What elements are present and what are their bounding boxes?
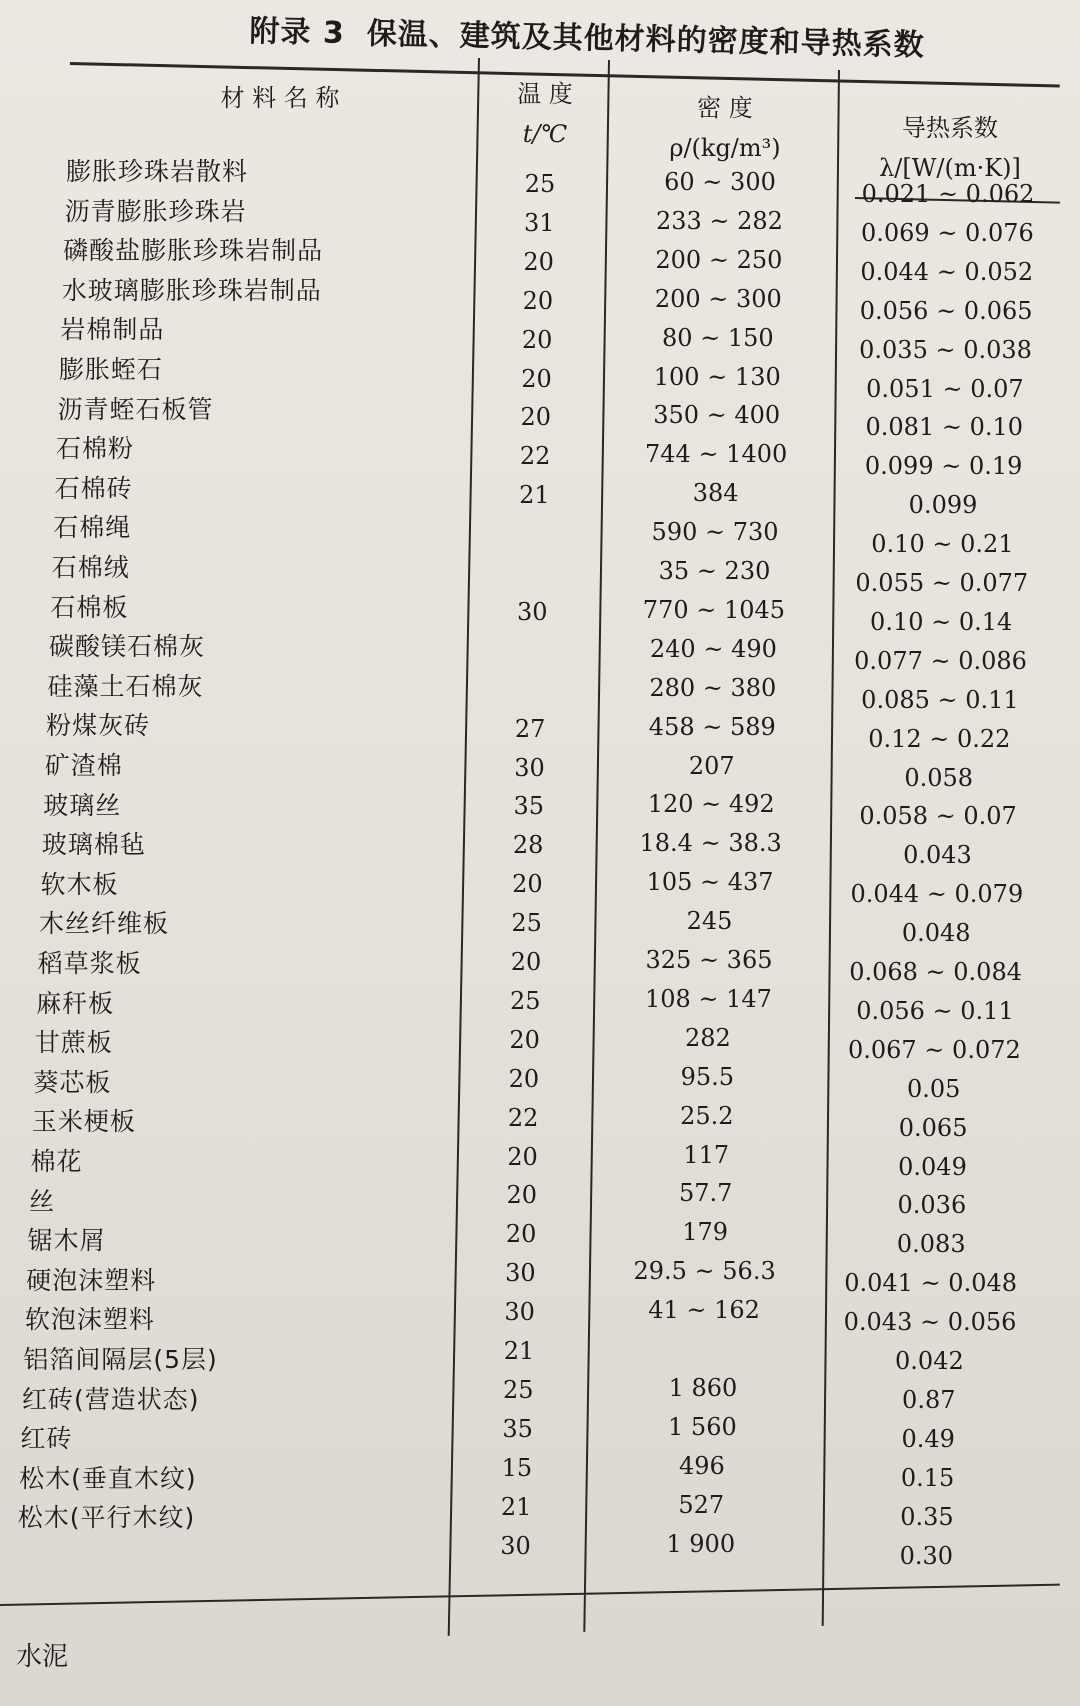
temperature-value: 31	[524, 208, 555, 237]
conductivity-value: 0.10 ~ 0.21	[871, 530, 1014, 559]
material-name: 棉花	[30, 1147, 83, 1176]
density-value: 280 ~ 380	[649, 673, 777, 702]
density-value: 18.4 ~ 38.3	[639, 829, 782, 858]
conductivity-value: 0.099 ~ 0.19	[864, 452, 1023, 481]
temperature-value: 21	[503, 1337, 535, 1365]
temperature-value: 20	[506, 1181, 538, 1210]
material-name: 粉煤灰砖	[46, 711, 151, 741]
conductivity-value: 0.081 ~ 0.10	[865, 413, 1024, 442]
material-name: 矿渣棉	[44, 751, 123, 780]
conductivity-value: 0.058 ~ 0.07	[859, 802, 1017, 831]
temperature-value: 30	[500, 1531, 531, 1560]
conductivity-value: 0.056 ~ 0.065	[859, 296, 1033, 325]
header-temperature	[500, 74, 590, 154]
temperature-value: 35	[513, 792, 545, 821]
material-name: 葵芯板	[33, 1067, 112, 1097]
conductivity-value: 0.49	[901, 1424, 955, 1453]
density-value: 240 ~ 490	[649, 634, 777, 663]
density-value: 233 ~ 282	[655, 206, 783, 235]
temperature-value: 25	[524, 170, 556, 198]
footer-row-name: 水泥	[16, 1642, 69, 1672]
conductivity-value: 0.12 ~ 0.22	[868, 724, 1011, 753]
conductivity-value: 0.30	[899, 1541, 954, 1570]
density-value: 105 ~ 437	[646, 868, 774, 897]
conductivity-value: 0.058	[904, 763, 974, 792]
temperature-value: 20	[509, 1025, 540, 1054]
material-name: 软泡沫塑料	[24, 1305, 155, 1335]
temperature-value: 21	[500, 1492, 532, 1521]
material-name: 岩棉制品	[60, 315, 165, 345]
density-value: 117	[683, 1140, 730, 1169]
temperature-value: 25	[510, 986, 541, 1015]
bottom-rule	[0, 1584, 1060, 1606]
header-cond-label: 导热系数	[902, 114, 998, 142]
material-name: 丝	[29, 1186, 56, 1216]
column-divider-1	[448, 58, 480, 1636]
density-value: 29.5 ~ 56.3	[633, 1257, 776, 1286]
conductivity-value: 0.085 ~ 0.11	[861, 685, 1019, 714]
density-value: 41 ~ 162	[648, 1296, 760, 1325]
temperature-value: 28	[512, 831, 544, 860]
density-value: 1 900	[666, 1529, 736, 1558]
density-value: 60 ~ 300	[664, 168, 776, 196]
material-name: 石棉砖	[54, 473, 133, 503]
header-name	[150, 78, 410, 118]
conductivity-value: 0.10 ~ 0.14	[870, 607, 1013, 636]
conductivity-value: 0.083	[896, 1230, 966, 1259]
temperature-value: 21	[519, 481, 550, 510]
material-name: 膨胀珍珠岩散料	[66, 157, 249, 186]
header-temp-unit: t/℃	[522, 120, 568, 148]
temperature-value: 30	[505, 1259, 536, 1288]
conductivity-value: 0.041 ~ 0.048	[844, 1269, 1018, 1298]
temperature-value: 35	[502, 1414, 533, 1443]
header-conductivity	[850, 108, 1050, 188]
material-name: 稻草浆板	[37, 949, 142, 978]
conductivity-value: 0.043	[903, 841, 972, 870]
conductivity-value: 0.035 ~ 0.038	[859, 335, 1032, 364]
temperature-value: 20	[505, 1220, 537, 1249]
material-name: 铝箔间隔层(5层)	[23, 1345, 218, 1374]
conductivity-value: 0.099	[908, 491, 978, 520]
material-name: 石棉绒	[51, 553, 130, 582]
density-value: 527	[678, 1490, 725, 1519]
density-value: 100 ~ 130	[653, 362, 781, 391]
conductivity-value: 0.056 ~ 0.11	[856, 996, 1014, 1025]
header-temp-label: 温 度	[517, 80, 573, 108]
material-name: 锯木屑	[27, 1226, 106, 1256]
conductivity-value: 0.065	[898, 1113, 968, 1142]
conductivity-value: 0.036	[897, 1191, 967, 1220]
material-name: 石棉粉	[56, 434, 135, 464]
material-name: 玻璃丝	[43, 790, 122, 820]
conductivity-value: 0.87	[902, 1385, 956, 1414]
material-name: 碳酸镁石棉灰	[48, 632, 205, 662]
conductivity-value: 0.048	[901, 919, 971, 948]
density-value: 200 ~ 300	[654, 284, 782, 313]
material-name: 硅藻土石棉灰	[47, 671, 204, 701]
conductivity-value: 0.35	[900, 1502, 954, 1531]
material-name: 硬泡沫塑料	[26, 1265, 157, 1295]
temperature-value: 20	[508, 1064, 540, 1093]
material-name: 玻璃棉毡	[41, 830, 146, 860]
density-value: 95.5	[680, 1062, 735, 1091]
material-name: 膨胀蛭石	[58, 355, 163, 384]
conductivity-value: 0.043 ~ 0.056	[843, 1308, 1017, 1337]
density-value: 458 ~ 589	[648, 712, 776, 741]
material-name: 沥青蛭石板管	[57, 394, 214, 424]
density-value: 245	[686, 907, 733, 936]
density-value: 590 ~ 730	[651, 518, 779, 547]
conductivity-value: 0.021 ~ 0.062	[861, 180, 1035, 208]
density-value: 496	[678, 1451, 725, 1480]
density-value: 200 ~ 250	[655, 245, 783, 274]
density-value: 108 ~ 147	[644, 984, 772, 1013]
temperature-value: 22	[519, 442, 551, 471]
material-name: 玉米梗板	[31, 1107, 136, 1137]
temperature-value: 30	[504, 1298, 535, 1327]
material-name: 石棉板	[50, 592, 129, 622]
material-name: 松木(垂直木纹)	[19, 1463, 197, 1493]
table-title: 保温、建筑及其他材料的密度和导热系数	[366, 16, 926, 64]
density-value: 57.7	[678, 1179, 733, 1208]
material-name: 软木板	[40, 869, 119, 899]
temperature-value: 20	[520, 403, 552, 432]
temperature-value: 30	[514, 753, 545, 782]
conductivity-value: 0.068 ~ 0.084	[849, 958, 1022, 986]
temperature-value: 25	[503, 1375, 534, 1404]
density-value: 744 ~ 1400	[645, 440, 788, 469]
material-name: 红砖	[20, 1424, 73, 1454]
material-name: 磷酸盐膨胀珍珠岩制品	[63, 236, 324, 266]
density-value: 325 ~ 365	[645, 946, 773, 974]
temperature-value: 27	[514, 714, 546, 743]
temperature-value: 30	[517, 597, 548, 626]
appendix-label: 附录 3	[249, 13, 346, 51]
material-name: 麻秆板	[36, 988, 115, 1018]
density-value: 282	[684, 1023, 731, 1052]
conductivity-value: 0.15	[900, 1463, 955, 1492]
conductivity-value: 0.044 ~ 0.052	[860, 257, 1034, 286]
conductivity-value: 0.051 ~ 0.07	[866, 374, 1024, 403]
temperature-value: 22	[507, 1103, 539, 1132]
temperature-value: 20	[523, 247, 554, 276]
conductivity-value: 0.042	[895, 1347, 964, 1375]
density-value: 120 ~ 492	[647, 790, 775, 819]
density-value: 350 ~ 400	[653, 401, 781, 430]
conductivity-value: 0.05	[907, 1074, 961, 1103]
conductivity-value: 0.077 ~ 0.086	[854, 646, 1027, 675]
material-name: 松木(平行木纹)	[17, 1503, 196, 1533]
temperature-value: 20	[507, 1142, 538, 1171]
header-density	[630, 88, 820, 168]
material-name: 甘蔗板	[34, 1028, 113, 1058]
density-value: 25.2	[680, 1101, 734, 1130]
temperature-value: 20	[512, 870, 543, 899]
density-value: 35 ~ 230	[658, 557, 771, 585]
density-value: 1 560	[668, 1412, 737, 1441]
density-value: 384	[692, 479, 739, 508]
material-name: 沥青膨胀珍珠岩	[64, 196, 247, 226]
material-name: 水玻璃膨胀珍珠岩制品	[61, 275, 322, 305]
temperature-value: 15	[501, 1453, 533, 1482]
density-value: 179	[682, 1218, 729, 1247]
header-cond-unit: λ/[W/(m·K)]	[879, 154, 1021, 182]
conductivity-value: 0.055 ~ 0.077	[855, 569, 1029, 597]
conductivity-value: 0.044 ~ 0.079	[850, 880, 1024, 909]
conductivity-value: 0.069 ~ 0.076	[860, 218, 1034, 247]
density-value: 80 ~ 150	[661, 323, 774, 352]
header-density-label: 密 度	[697, 94, 753, 122]
conductivity-value: 0.049	[898, 1152, 967, 1181]
temperature-value: 25	[511, 909, 542, 938]
conductivity-value: 0.067 ~ 0.072	[847, 1035, 1021, 1064]
header-name-label: 材 料 名 称	[220, 84, 340, 112]
material-name: 红砖(营造状态)	[21, 1384, 200, 1414]
material-name: 木丝纤维板	[39, 909, 170, 939]
density-value: 1 860	[668, 1373, 738, 1402]
density-value: 207	[688, 751, 735, 780]
temperature-value: 20	[510, 948, 542, 976]
density-value: 770 ~ 1045	[642, 595, 786, 624]
temperature-value: 20	[521, 325, 553, 354]
header-density-unit: ρ/(kg/m³)	[669, 134, 781, 162]
temperature-value: 20	[521, 364, 552, 393]
temperature-value: 20	[522, 286, 554, 315]
material-name: 石棉绳	[53, 513, 132, 543]
